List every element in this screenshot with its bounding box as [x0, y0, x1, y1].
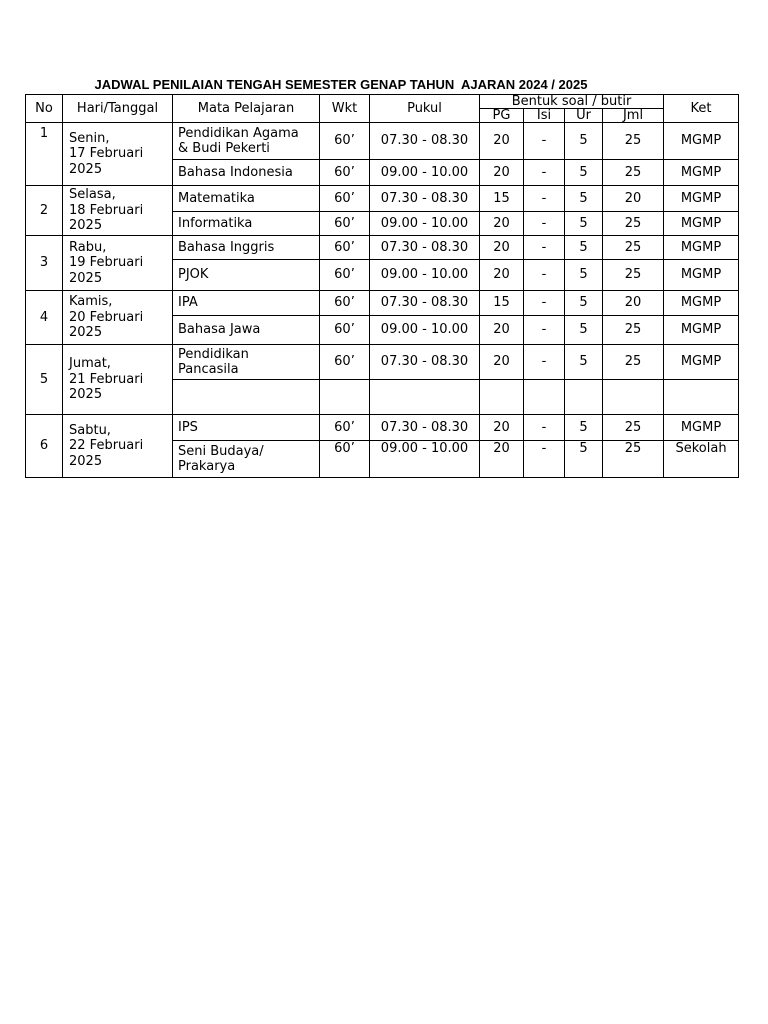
- subject-cell: [173, 345, 320, 380]
- day-date: 17 Februari: [69, 146, 144, 162]
- col-header-jml: Jml: [603, 109, 664, 123]
- duration-cell: 60’: [320, 186, 370, 212]
- day-date-cell: [63, 123, 173, 186]
- header-row: [26, 95, 739, 109]
- subject-cell: [173, 260, 320, 291]
- jml-cell: 20: [603, 186, 664, 212]
- day-number: 3: [26, 236, 63, 291]
- subject-cell: [173, 123, 320, 160]
- isi-cell: -: [524, 291, 565, 316]
- subject-cell: [173, 160, 320, 186]
- time-cell: 09.00 - 10.00: [370, 160, 480, 186]
- col-header-duration: Wkt: [320, 95, 370, 123]
- pg-cell: 15: [480, 186, 524, 212]
- day-name: Senin,: [69, 130, 110, 146]
- day-date: 20 Februari: [69, 309, 144, 325]
- isi-cell: -: [524, 160, 565, 186]
- jml-cell: 25: [603, 316, 664, 345]
- time-cell: 07.30 - 08.30: [370, 123, 480, 160]
- pg-cell: 20: [480, 415, 524, 441]
- subject-cell: [173, 415, 320, 441]
- isi-cell: -: [524, 345, 565, 380]
- note-cell: [664, 380, 739, 415]
- jml-cell: [603, 380, 664, 415]
- subject-line: Informatika: [178, 215, 253, 231]
- duration-cell: 60’: [320, 291, 370, 316]
- day-number: 6: [26, 415, 63, 478]
- document-title: JADWAL PENILAIAN TENGAH SEMESTER GENAP TAHUN AJARAN 2024 / 2025: [94, 77, 588, 92]
- ur-cell: 5: [565, 441, 603, 478]
- jml-cell: 25: [603, 260, 664, 291]
- table-body: [26, 123, 739, 478]
- subject-line: Matematika: [178, 190, 255, 206]
- ur-cell: 5: [565, 260, 603, 291]
- subject-line: Bahasa Jawa: [178, 322, 261, 338]
- duration-cell: 60’: [320, 441, 370, 478]
- day-date: 22 Februari: [69, 438, 144, 454]
- day-number: 4: [26, 291, 63, 345]
- subject-cell: [173, 212, 320, 236]
- day-year: 2025: [69, 218, 103, 234]
- ur-cell: [565, 380, 603, 415]
- time-cell: 07.30 - 08.30: [370, 415, 480, 441]
- day-date-cell: [63, 291, 173, 345]
- day-number: 5: [26, 345, 63, 415]
- col-header-pg: PG: [480, 109, 524, 123]
- day-name: Sabtu,: [69, 422, 111, 438]
- day-date-cell: [63, 415, 173, 478]
- time-cell: 07.30 - 08.30: [370, 236, 480, 260]
- pg-cell: 20: [480, 160, 524, 186]
- subject-line: Bahasa Inggris: [178, 239, 275, 255]
- subject-line: PJOK: [178, 267, 209, 283]
- isi-cell: -: [524, 260, 565, 291]
- subject-line: IPA: [178, 295, 198, 311]
- table-row: [26, 236, 739, 260]
- day-name: Jumat,: [69, 356, 111, 372]
- ur-cell: 5: [565, 316, 603, 345]
- day-number: 2: [26, 186, 63, 236]
- col-header-ur: Ur: [565, 109, 603, 123]
- day-date-cell: [63, 236, 173, 291]
- isi-cell: -: [524, 186, 565, 212]
- duration-cell: 60’: [320, 415, 370, 441]
- table-row: [26, 345, 739, 380]
- col-header-isi: Isi: [524, 109, 565, 123]
- subject-cell: [173, 186, 320, 212]
- ur-cell: 5: [565, 415, 603, 441]
- col-header-note: Ket: [664, 95, 739, 123]
- day-name: Kamis,: [69, 294, 113, 310]
- isi-cell: -: [524, 441, 565, 478]
- jml-cell: 25: [603, 441, 664, 478]
- jml-cell: 25: [603, 160, 664, 186]
- pg-cell: 20: [480, 316, 524, 345]
- day-date: 21 Februari: [69, 371, 144, 387]
- pg-cell: 20: [480, 236, 524, 260]
- time-cell: 07.30 - 08.30: [370, 345, 480, 380]
- duration-cell: 60’: [320, 212, 370, 236]
- ur-cell: 5: [565, 291, 603, 316]
- jml-cell: 25: [603, 415, 664, 441]
- col-header-subject: Mata Pelajaran: [173, 95, 320, 123]
- day-year: 2025: [69, 387, 103, 403]
- duration-cell: 60’: [320, 160, 370, 186]
- time-cell: 09.00 - 10.00: [370, 441, 480, 478]
- duration-cell: 60’: [320, 345, 370, 380]
- day-year: 2025: [69, 270, 103, 286]
- time-cell: 07.30 - 08.30: [370, 186, 480, 212]
- table-row: [26, 186, 739, 212]
- subject-line: Pancasila: [178, 362, 239, 377]
- pg-cell: [480, 380, 524, 415]
- note-cell: MGMP: [664, 236, 739, 260]
- subject-cell: [173, 380, 320, 415]
- note-cell: MGMP: [664, 123, 739, 160]
- isi-cell: [524, 380, 565, 415]
- pg-cell: 20: [480, 345, 524, 380]
- table-row: [26, 415, 739, 441]
- jml-cell: 25: [603, 345, 664, 380]
- day-year: 2025: [69, 453, 103, 469]
- subject-line: Prakarya: [178, 459, 236, 474]
- exam-schedule-table: [25, 94, 739, 478]
- jml-cell: 25: [603, 212, 664, 236]
- duration-cell: 60’: [320, 260, 370, 291]
- ur-cell: 5: [565, 186, 603, 212]
- isi-cell: -: [524, 212, 565, 236]
- note-cell: MGMP: [664, 345, 739, 380]
- jml-cell: 20: [603, 291, 664, 316]
- duration-cell: [320, 380, 370, 415]
- pg-cell: 20: [480, 260, 524, 291]
- duration-cell: 60’: [320, 316, 370, 345]
- subject-line: & Budi Pekerti: [178, 141, 270, 156]
- ur-cell: 5: [565, 160, 603, 186]
- pg-cell: 20: [480, 123, 524, 160]
- note-cell: MGMP: [664, 212, 739, 236]
- time-cell: 09.00 - 10.00: [370, 316, 480, 345]
- jml-cell: 25: [603, 236, 664, 260]
- duration-cell: 60’: [320, 236, 370, 260]
- day-name: Rabu,: [69, 239, 107, 255]
- day-number: 1: [26, 123, 63, 186]
- subject-line: Pendidikan: [178, 346, 249, 362]
- note-cell: MGMP: [664, 260, 739, 291]
- isi-cell: -: [524, 123, 565, 160]
- ur-cell: 5: [565, 236, 603, 260]
- table-row: [26, 291, 739, 316]
- isi-cell: -: [524, 415, 565, 441]
- note-cell: MGMP: [664, 316, 739, 345]
- day-name: Selasa,: [69, 187, 116, 203]
- time-cell: 07.30 - 08.30: [370, 291, 480, 316]
- ur-cell: 5: [565, 123, 603, 160]
- note-cell: MGMP: [664, 160, 739, 186]
- jml-cell: 25: [603, 123, 664, 160]
- subject-line: Seni Budaya/: [178, 443, 264, 459]
- day-year: 2025: [69, 325, 103, 341]
- time-cell: 09.00 - 10.00: [370, 260, 480, 291]
- subject-line: IPS: [178, 419, 198, 435]
- time-cell: 09.00 - 10.00: [370, 212, 480, 236]
- subject-cell: [173, 441, 320, 478]
- pg-cell: 20: [480, 441, 524, 478]
- duration-cell: 60’: [320, 123, 370, 160]
- time-cell: [370, 380, 480, 415]
- pg-cell: 15: [480, 291, 524, 316]
- note-cell: Sekolah: [664, 441, 739, 478]
- day-date: 19 Februari: [69, 255, 144, 271]
- ur-cell: 5: [565, 345, 603, 380]
- col-header-no: No: [26, 95, 63, 123]
- note-cell: MGMP: [664, 186, 739, 212]
- pg-cell: 20: [480, 212, 524, 236]
- subject-cell: [173, 316, 320, 345]
- table-row: [26, 123, 739, 160]
- subject-cell: [173, 236, 320, 260]
- isi-cell: -: [524, 316, 565, 345]
- day-year: 2025: [69, 161, 103, 177]
- subject-line: Pendidikan Agama: [178, 125, 299, 141]
- subject-line: Bahasa Indonesia: [178, 164, 293, 180]
- note-cell: MGMP: [664, 415, 739, 441]
- col-header-format-group: Bentuk soal / butir: [480, 95, 664, 109]
- note-cell: MGMP: [664, 291, 739, 316]
- ur-cell: 5: [565, 212, 603, 236]
- day-date: 18 Februari: [69, 202, 144, 218]
- table-header: [26, 95, 739, 123]
- day-date-cell: [63, 345, 173, 415]
- col-header-day: Hari/Tanggal: [63, 95, 173, 123]
- col-header-time: Pukul: [370, 95, 480, 123]
- day-date-cell: [63, 186, 173, 236]
- subject-cell: [173, 291, 320, 316]
- isi-cell: -: [524, 236, 565, 260]
